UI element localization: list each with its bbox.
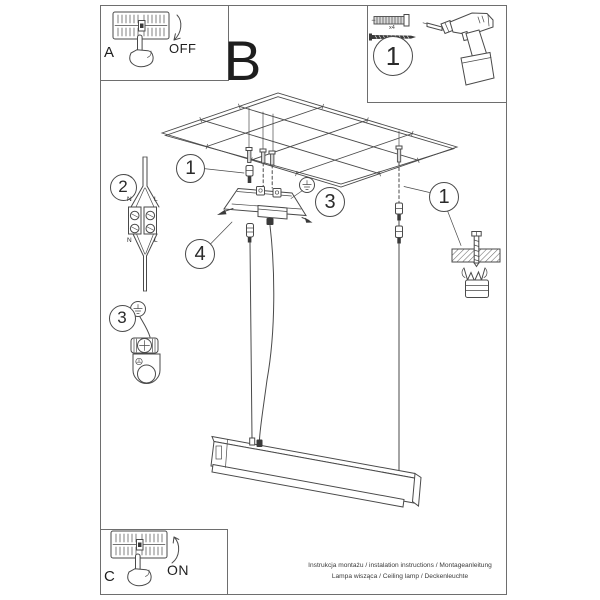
footer-line-2: Lampa wisząca / Ceiling lamp / Deckenleuchte [331, 572, 469, 580]
breaker-off-art [113, 12, 181, 67]
ceiling-grid-art [162, 93, 457, 187]
box-c-label: C [104, 568, 115, 585]
wire-label-l-bottom: L [154, 237, 158, 244]
suspension-art [217, 108, 403, 475]
canopy-art [224, 187, 306, 226]
footer-line-1: Instrukcja montażu / instalation instructions / Montageanleitung [308, 562, 492, 569]
step-badge-ground-center: 3 [315, 187, 345, 217]
wire-label-n-bottom: N [127, 237, 132, 244]
anchor-quantity-label: x4 [389, 25, 395, 31]
earth-symbol-icon [300, 178, 315, 193]
wire-label-n-top: N [127, 196, 132, 203]
footer-text [298, 561, 502, 582]
box-a-label: A [104, 44, 115, 61]
on-label: ON [167, 562, 189, 578]
step-badge-wire-connector: 2 [110, 174, 137, 201]
section-b-label: B [224, 29, 262, 92]
right-suspension-art [396, 131, 403, 475]
lamp-art [211, 437, 421, 508]
off-label: OFF [169, 41, 197, 56]
step-badge-canopy: 4 [185, 239, 215, 269]
step-badge-anchor-left: 1 [176, 154, 205, 183]
step-badge-ground-left: 3 [109, 305, 136, 332]
step-badge-tools: 1 [373, 36, 413, 76]
wire-label-l-top: L [154, 196, 158, 203]
step-badge-anchor-right: 1 [429, 182, 459, 212]
drill-art [423, 13, 494, 85]
